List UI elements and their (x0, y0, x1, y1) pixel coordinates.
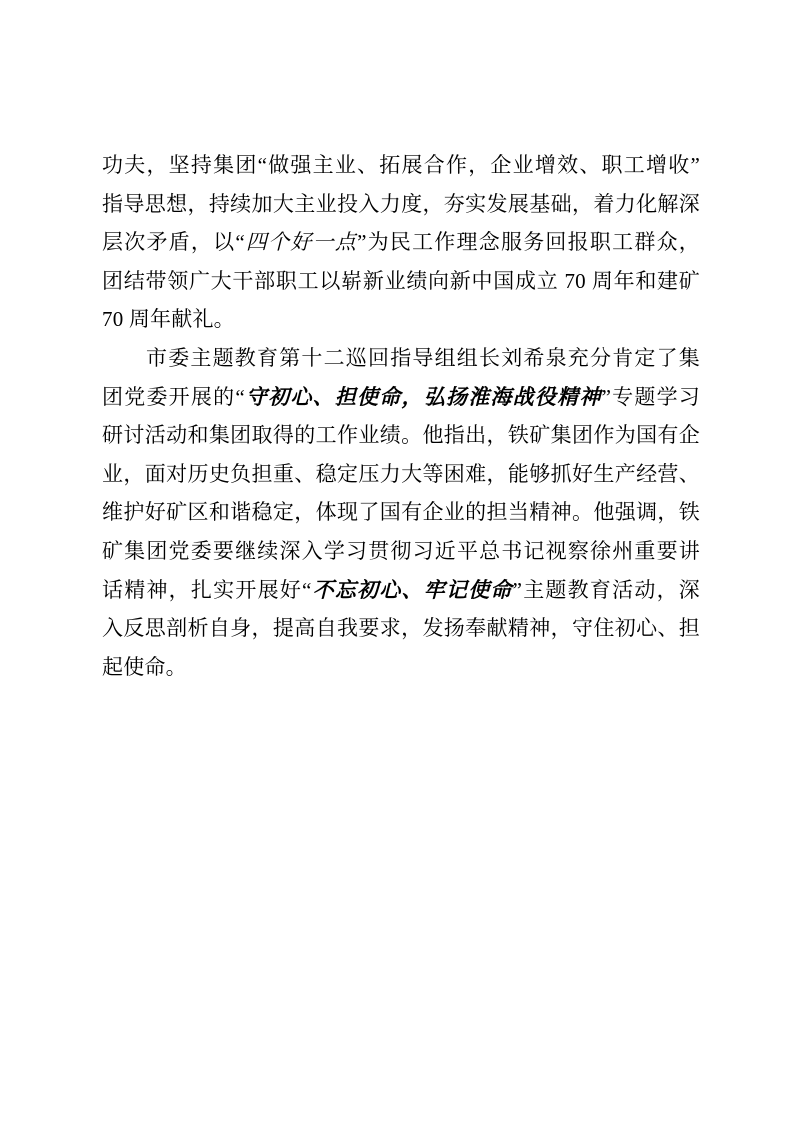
text-line (102, 300, 700, 339)
text-line (102, 223, 700, 262)
text-run: 业，面对历史负担重、稳定压力大等困难，能够抓好生产经营、 (102, 461, 700, 486)
paragraph-2 (102, 339, 700, 686)
text-block (102, 146, 700, 686)
text-line (102, 146, 700, 185)
text-run: 指导思想，持续加大主业投入力度，夯实发展基础，着力化解深 (102, 191, 700, 216)
text-line (102, 571, 700, 610)
text-run: 团党委开展的“ (102, 384, 245, 409)
paragraph-1 (102, 146, 700, 339)
text-run: 矿集团党委要继续深入学习贯彻习近平总书记视察徐州重要讲 (102, 538, 700, 563)
text-run: ”主题教育活动，深 (512, 577, 700, 602)
text-run: 功夫，坚持集团“做强主业、拓展合作，企业增效、职工增收” (102, 153, 700, 177)
text-line (102, 532, 700, 571)
text-line (102, 493, 700, 532)
text-line (102, 455, 700, 494)
text-run: 市委主题教育第十二巡回指导组组长刘希泉充分肯定了集 (146, 345, 700, 370)
text-run: 起使命。 (102, 654, 187, 679)
text-line (102, 378, 700, 417)
text-run: 话精神，扎实开展好“ (102, 577, 312, 602)
text-run: 70 周年献礼。 (102, 307, 235, 332)
text-line (102, 262, 700, 301)
text-line (102, 416, 700, 455)
text-line (102, 339, 700, 378)
text-run: 团结带领广大干部职工以崭新业绩向新中国成立 70 周年和建矿 (102, 268, 700, 293)
text-run: 研讨活动和集团取得的工作业绩。他指出，铁矿集团作为国有企 (102, 423, 700, 448)
text-line (102, 609, 700, 648)
text-run: ”为民工作理念服务回报职工群众， (357, 230, 700, 255)
highlighted-phrase: 四个好一点 (244, 230, 358, 255)
text-run: 入反思剖析自身，提高自我要求，发扬奉献精神，守住初心、担 (102, 616, 700, 641)
text-run: 层次矛盾，以“ (102, 230, 245, 255)
text-line (102, 185, 700, 224)
text-line (102, 648, 700, 687)
text-run: ”专题学习 (601, 384, 700, 409)
highlighted-phrase: 守初心、担使命，弘扬淮海战役精神 (244, 384, 602, 409)
highlighted-phrase: 不忘初心、牢记使命 (311, 577, 513, 602)
text-run: 维护好矿区和谐稳定，体现了国有企业的担当精神。他强调，铁 (102, 500, 700, 525)
